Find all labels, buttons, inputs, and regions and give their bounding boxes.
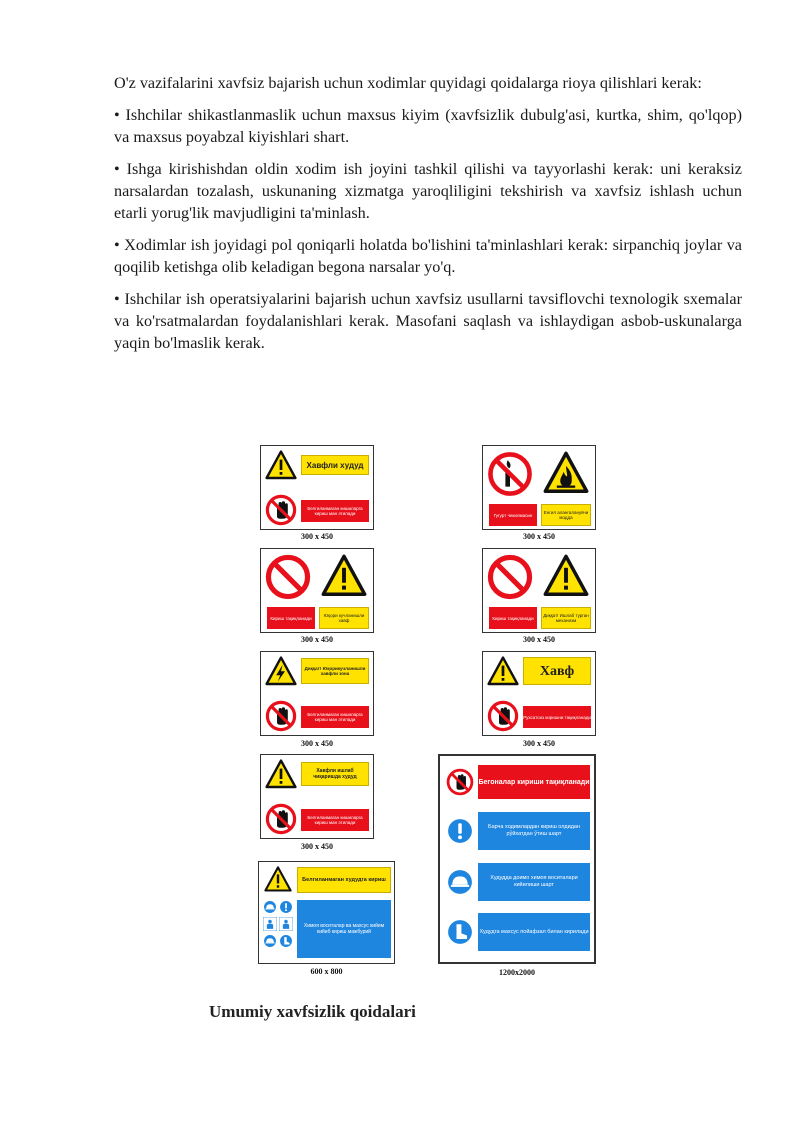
paragraph-clothing: • Ishchilar shikastlanmaslik uchun maxsus kiyim (xavfsizlik dubulg'asi, kurtka, shim, qo'lqop) va maxsus poyabzal kiyishlari shart.: [114, 106, 742, 146]
no-open-flame-icon: [487, 451, 533, 497]
high-voltage-icon: [265, 656, 297, 688]
paragraph-workplace: • Ishga kirishishdan oldin xodim ish joyini tashkil qilishi va tayyorlashi kerak: uni keraksiz narsalardan tozalash, uskunaning xizmatga yaroqliligini tekshirish va xavfsiz ishlash uchun etarli yorug'lik mavjudligini ta'minlash.: [114, 160, 742, 222]
sign-yellow-banner: Белгиланмаган худудга кириш: [297, 867, 391, 893]
warning-triangle-icon: [264, 866, 292, 894]
warning-triangle-icon: [265, 759, 297, 791]
sign-size-label: 300 x 450: [301, 532, 333, 541]
hard-hat-icon: [263, 900, 277, 914]
sign-poster: [260, 651, 374, 736]
sign-red-banner: Кириш тақиқланади: [489, 607, 537, 629]
sign-red-banner: Бегоналар кириши тақиқланади: [478, 765, 590, 799]
sign-red-banner: Белгиланмаган кишиларга кириш ман этилади: [301, 500, 369, 522]
sign-yellow-banner: Диққат! Ишлаб турган механизм: [541, 607, 591, 629]
body-text: [114, 72, 742, 364]
sign-poster: [260, 445, 374, 530]
sign-yellow-banner: Хавфли ишлаб чиқаришда худуд: [301, 762, 369, 786]
sign-blue-banner: Худудда доимо химоя воситалари кийилиши шарт: [478, 863, 590, 901]
mandatory-info-icon: [279, 900, 293, 914]
figure-caption: Umumiy xavfsizlik qoidalari: [209, 1002, 416, 1021]
person-icon: [263, 917, 277, 931]
paragraph-instructions: • Ishchilar ish operatsiyalarini bajarish uchun xavfsiz usullarni tavsiflovchi texnologik sxemalar va ko'rsatmalardan foydalanishlari kerak. Masofani saqlash va ishlaydigan asbob-uskunalarga yaqin bo'lmaslik kerak.: [114, 290, 742, 352]
hard-hat-icon: [263, 934, 277, 948]
flammable-warning-icon: [541, 451, 591, 497]
sign-poster: [260, 548, 374, 633]
warning-triangle-icon: [319, 554, 369, 600]
sign-poster: [482, 651, 596, 736]
sign-poster: [260, 754, 374, 839]
sign-poster: [482, 548, 596, 633]
sign-red-banner: Гугурт чекилмасин: [489, 504, 537, 526]
person-icon: [279, 917, 293, 931]
hard-hat-icon: [446, 868, 474, 896]
prohibition-icon: [487, 554, 533, 600]
sign-poster: [482, 445, 596, 530]
mandatory-info-icon: [446, 817, 474, 845]
sign-size-label: 300 x 450: [301, 739, 333, 748]
paragraph-intro: O'z vazifalarini xavfsiz bajarish uchun xodimlar quyidagi qoidalarga rioya qilishlari kerak:: [114, 74, 702, 92]
warning-triangle-icon: [487, 656, 519, 688]
sign-red-banner: Рухсатсиз киришни тақиқланади: [523, 706, 591, 728]
no-entry-hand-icon: [446, 768, 474, 796]
warning-triangle-icon: [265, 450, 297, 482]
sign-yellow-banner: Хавф: [523, 657, 591, 685]
sign-poster: [258, 861, 395, 964]
sign-size-label: 300 x 450: [301, 635, 333, 644]
prohibition-icon: [265, 554, 311, 600]
no-entry-hand-icon: [487, 700, 519, 732]
sign-size-label: 300 x 450: [301, 842, 333, 851]
sign-blue-banner: Химоя воситалар ва махсус кийим кийиб кириш мажбурий: [297, 900, 391, 958]
no-entry-hand-icon: [265, 803, 297, 835]
sign-yellow-banner: Юқори кучланишли хавф: [319, 607, 369, 629]
safety-boots-icon: [279, 934, 293, 948]
sign-yellow-banner: Енгил алангаланувчи модда: [541, 504, 591, 526]
sign-size-label: 300 x 450: [523, 739, 555, 748]
sign-size-label: 300 x 450: [523, 532, 555, 541]
no-entry-hand-icon: [265, 494, 297, 526]
safety-boots-icon: [446, 918, 474, 946]
sign-red-banner: Белгиланмаган кишиларга кириш ман этилади: [301, 809, 369, 831]
sign-red-banner: Кириш тақиқланади: [267, 607, 315, 629]
sign-size-label: 300 x 450: [523, 635, 555, 644]
warning-triangle-icon: [541, 554, 591, 600]
paragraph-floor: • Xodimlar ish joyidagi pol qoniqarli holatda bo'lishini ta'minlashlari kerak: sirpanchiq joylar va qoqilib ketishga olib keladigan begona narsalar yo'q.: [114, 236, 742, 276]
sign-poster: [438, 754, 596, 964]
sign-size-label: 1200x2000: [499, 968, 535, 977]
sign-blue-banner: Худудга махсус пойафзал билан кирилади: [478, 913, 590, 951]
no-entry-hand-icon: [265, 700, 297, 732]
sign-yellow-banner: Диққат! Юқорикучланишли хавфли зона: [301, 658, 369, 684]
sign-yellow-banner: Хавфли худуд: [301, 455, 369, 475]
sign-red-banner: Белгиланмаган кишиларга кириш ман этилади: [301, 706, 369, 728]
sign-blue-banner: Барча ходимлардан кириш олдидан рўйхатдан ўтиш шарт: [478, 812, 590, 850]
sign-size-label: 600 x 800: [310, 967, 343, 976]
